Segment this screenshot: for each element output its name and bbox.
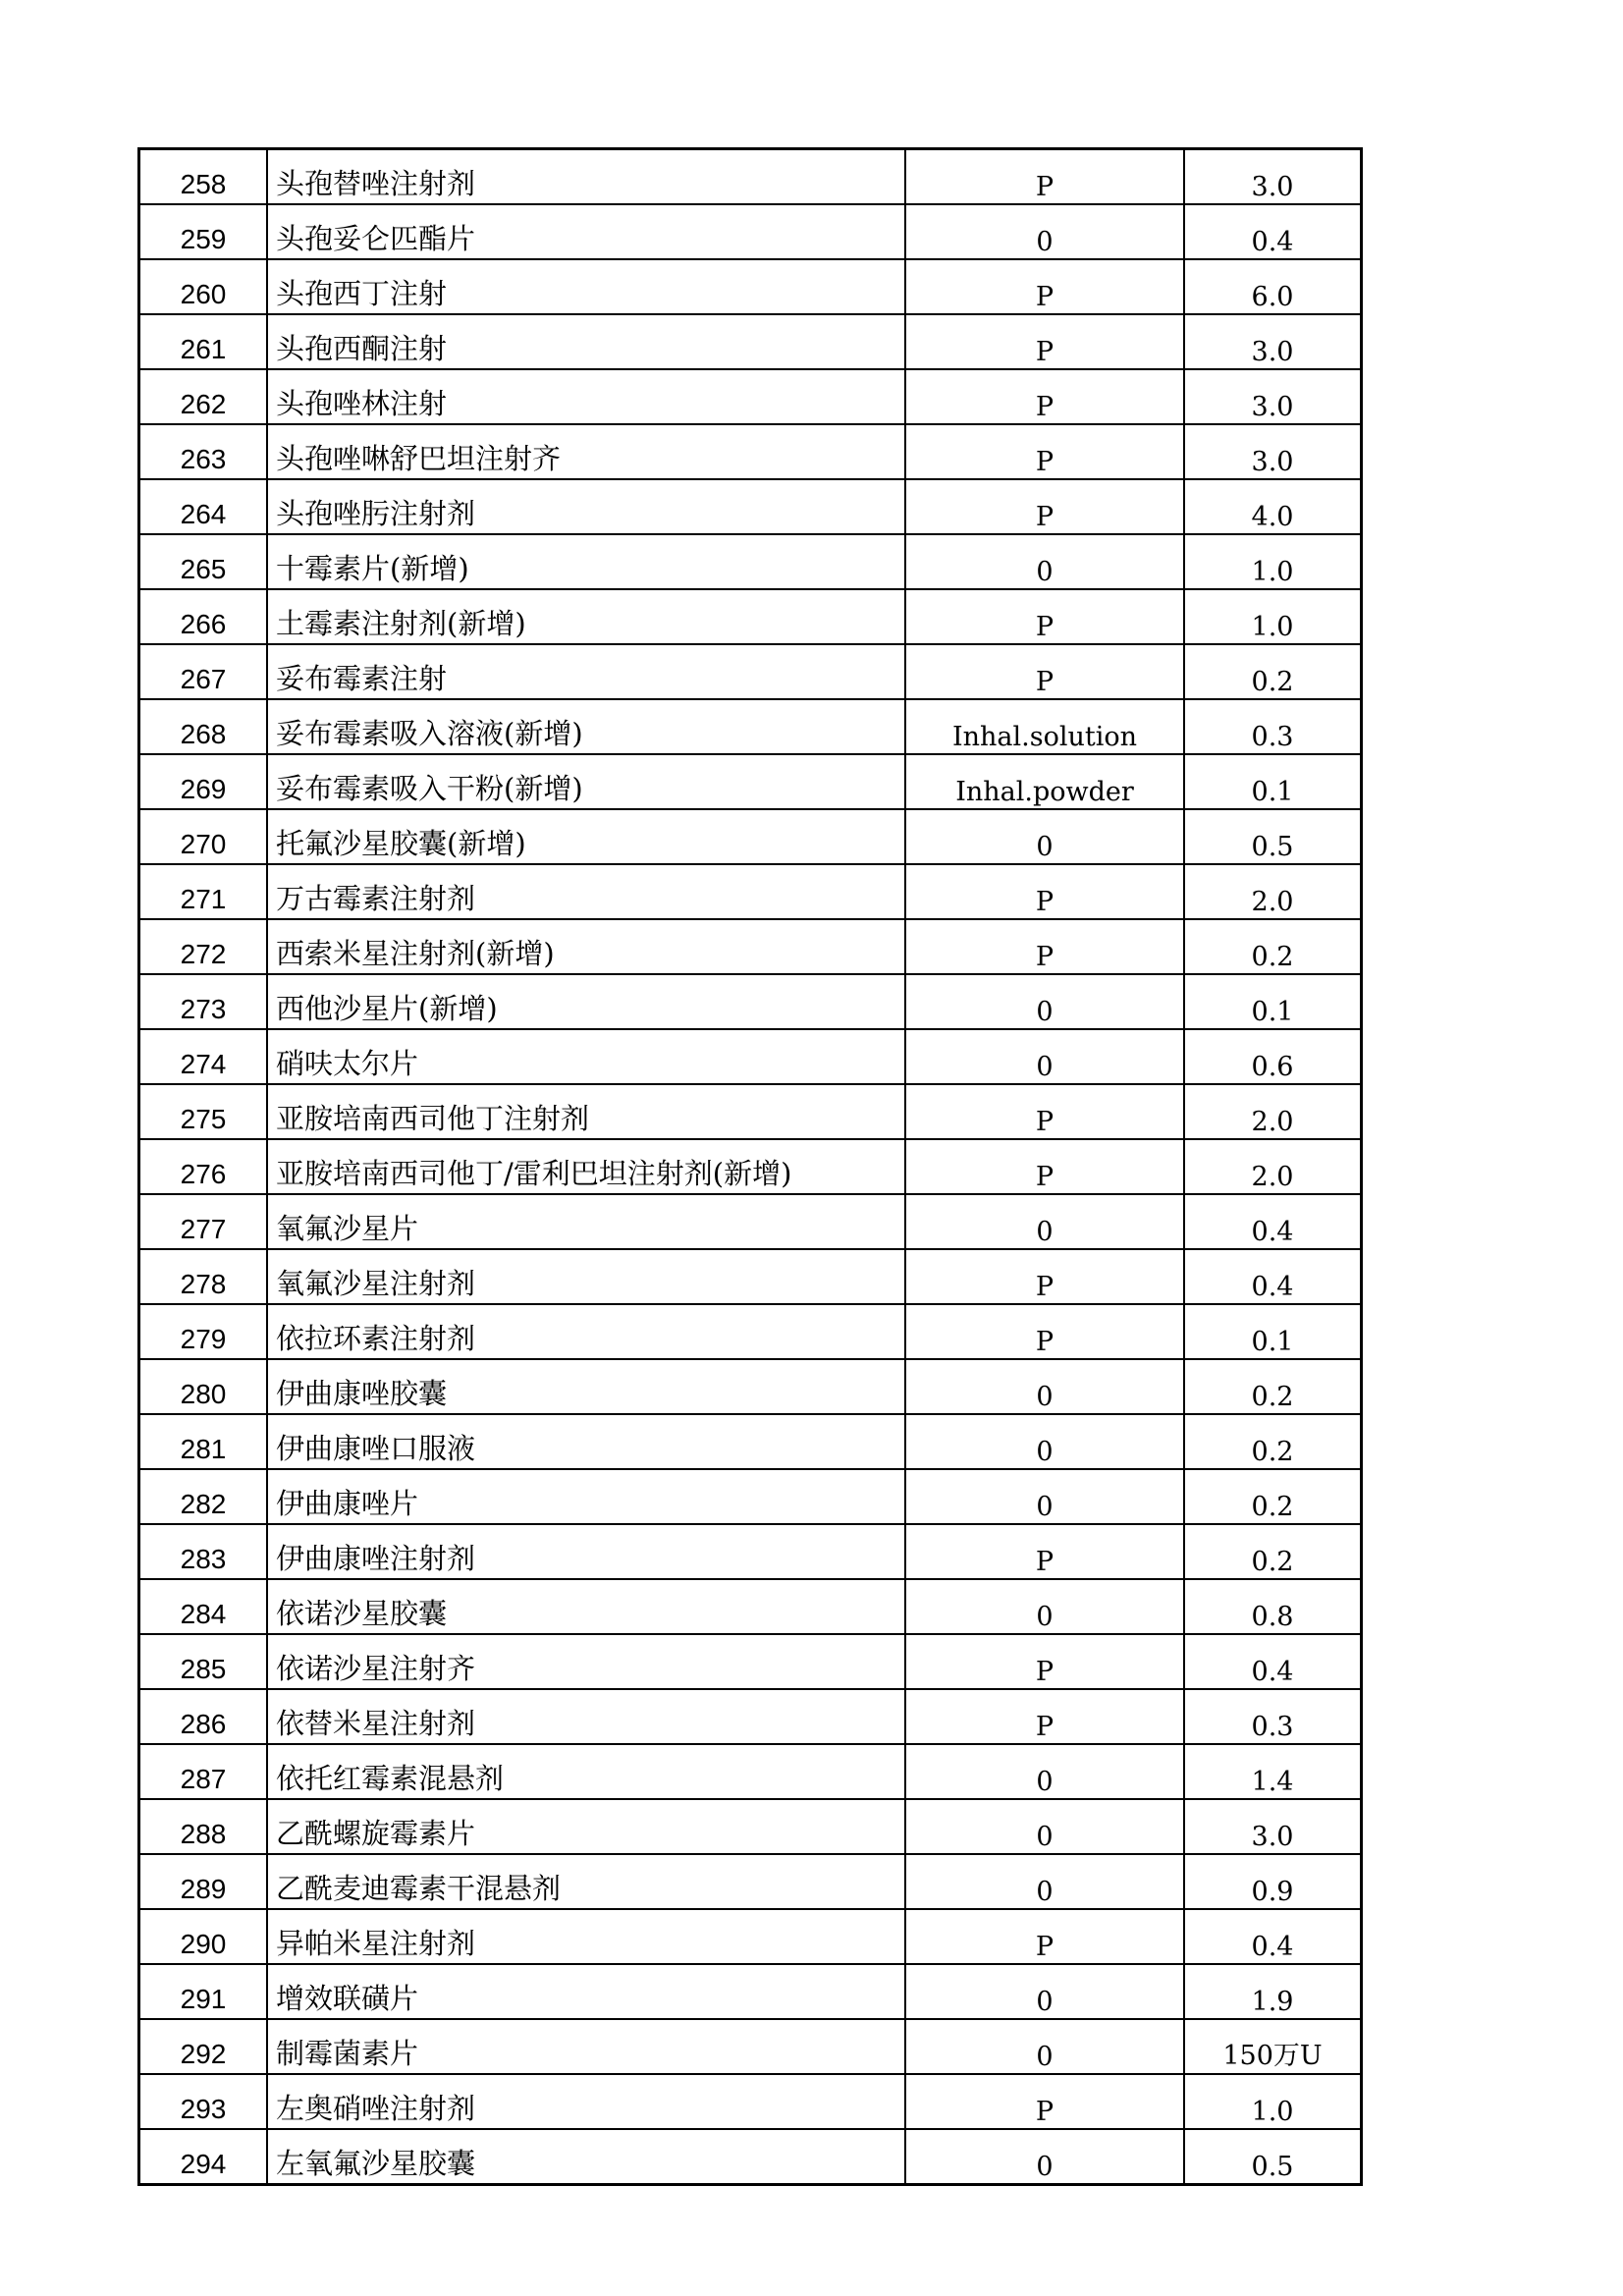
table-row: [139, 2074, 1362, 2129]
ddd-value-cell: 0.5: [1184, 2129, 1362, 2185]
row-number-cell: 260: [139, 259, 268, 314]
table-row: [139, 589, 1362, 644]
drug-name-cell: 亚胺培南西司他丁/雷利巴坦注射剂(新增): [267, 1139, 905, 1194]
route-cell: P: [905, 479, 1184, 534]
row-number-cell: 264: [139, 479, 268, 534]
drug-name-cell: 妥布霉素注射: [267, 644, 905, 699]
ddd-value-cell: 0.2: [1184, 1414, 1362, 1469]
table-row: [139, 149, 1362, 205]
drug-name-cell: 制霉菌素片: [267, 2019, 905, 2074]
drug-name-cell: 伊曲康唑片: [267, 1469, 905, 1524]
table-row: [139, 1854, 1362, 1909]
row-number-cell: 273: [139, 974, 268, 1029]
table-row: [139, 699, 1362, 754]
route-cell: P: [905, 369, 1184, 424]
table-row: [139, 1029, 1362, 1084]
route-cell: P: [905, 1139, 1184, 1194]
row-number-cell: 263: [139, 424, 268, 479]
drug-name-cell: 氧氟沙星注射剂: [267, 1249, 905, 1304]
route-cell: P: [905, 864, 1184, 919]
row-number-cell: 291: [139, 1964, 268, 2019]
route-cell: 0: [905, 1469, 1184, 1524]
row-number-cell: 258: [139, 149, 268, 205]
drug-name-cell: 氧氟沙星片: [267, 1194, 905, 1249]
route-cell: P: [905, 149, 1184, 205]
ddd-value-cell: 2.0: [1184, 1084, 1362, 1139]
ddd-value-cell: 0.1: [1184, 754, 1362, 809]
route-cell: P: [905, 1689, 1184, 1744]
route-cell: P: [905, 644, 1184, 699]
ddd-value-cell: 3.0: [1184, 149, 1362, 205]
drug-name-cell: 妥布霉素吸入干粉(新增): [267, 754, 905, 809]
row-number-cell: 262: [139, 369, 268, 424]
ddd-value-cell: 2.0: [1184, 864, 1362, 919]
route-cell: P: [905, 1249, 1184, 1304]
table-body: [139, 149, 1362, 2185]
route-cell: 0: [905, 204, 1184, 259]
row-number-cell: 278: [139, 1249, 268, 1304]
row-number-cell: 283: [139, 1524, 268, 1579]
ddd-value-cell: 0.2: [1184, 644, 1362, 699]
drug-name-cell: 亚胺培南西司他丁注射剂: [267, 1084, 905, 1139]
row-number-cell: 267: [139, 644, 268, 699]
drug-name-cell: 依诺沙星注射齐: [267, 1634, 905, 1689]
row-number-cell: 272: [139, 919, 268, 974]
row-number-cell: 284: [139, 1579, 268, 1634]
drug-name-cell: 托氟沙星胶囊(新增): [267, 809, 905, 864]
ddd-value-cell: 0.6: [1184, 1029, 1362, 1084]
ddd-value-cell: 2.0: [1184, 1139, 1362, 1194]
route-cell: 0: [905, 2129, 1184, 2185]
table-row: [139, 2019, 1362, 2074]
route-cell: 0: [905, 1799, 1184, 1854]
drug-name-cell: 头孢替唑注射剂: [267, 149, 905, 205]
drug-name-cell: 头孢西酮注射: [267, 314, 905, 369]
route-cell: P: [905, 2074, 1184, 2129]
table-row: [139, 424, 1362, 479]
ddd-value-cell: 0.8: [1184, 1579, 1362, 1634]
table-row: [139, 1744, 1362, 1799]
table-row: [139, 1689, 1362, 1744]
table-row: [139, 644, 1362, 699]
drug-name-cell: 西他沙星片(新增): [267, 974, 905, 1029]
ddd-value-cell: 0.9: [1184, 1854, 1362, 1909]
route-cell: P: [905, 1084, 1184, 1139]
table-row: [139, 1304, 1362, 1359]
route-cell: P: [905, 1524, 1184, 1579]
ddd-value-cell: 0.4: [1184, 1249, 1362, 1304]
ddd-value-cell: 0.3: [1184, 1689, 1362, 1744]
drug-name-cell: 依诺沙星胶囊: [267, 1579, 905, 1634]
route-cell: 0: [905, 1964, 1184, 2019]
table-row: [139, 1249, 1362, 1304]
ddd-value-cell: 1.4: [1184, 1744, 1362, 1799]
ddd-value-cell: 0.4: [1184, 1909, 1362, 1964]
row-number-cell: 274: [139, 1029, 268, 1084]
drug-name-cell: 头孢西丁注射: [267, 259, 905, 314]
table-row: [139, 974, 1362, 1029]
route-cell: 0: [905, 1854, 1184, 1909]
drug-name-cell: 依替米星注射剂: [267, 1689, 905, 1744]
ddd-value-cell: 0.2: [1184, 1359, 1362, 1414]
drug-name-cell: 依托红霉素混悬剂: [267, 1744, 905, 1799]
route-cell: Inhal.solution: [905, 699, 1184, 754]
table-row: [139, 1909, 1362, 1964]
table-row: [139, 1414, 1362, 1469]
table-row: [139, 864, 1362, 919]
ddd-value-cell: 0.2: [1184, 1524, 1362, 1579]
ddd-value-cell: 0.4: [1184, 204, 1362, 259]
row-number-cell: 286: [139, 1689, 268, 1744]
drug-name-cell: 头孢唑林注射: [267, 369, 905, 424]
row-number-cell: 276: [139, 1139, 268, 1194]
ddd-value-cell: 150万U: [1184, 2019, 1362, 2074]
row-number-cell: 285: [139, 1634, 268, 1689]
drug-name-cell: 伊曲康唑口服液: [267, 1414, 905, 1469]
drug-name-cell: 乙酰螺旋霉素片: [267, 1799, 905, 1854]
route-cell: P: [905, 1304, 1184, 1359]
row-number-cell: 270: [139, 809, 268, 864]
row-number-cell: 294: [139, 2129, 268, 2185]
table-row: [139, 1084, 1362, 1139]
table-row: [139, 369, 1362, 424]
drug-name-cell: 硝呋太尔片: [267, 1029, 905, 1084]
table-row: [139, 1524, 1362, 1579]
ddd-value-cell: 0.1: [1184, 1304, 1362, 1359]
row-number-cell: 282: [139, 1469, 268, 1524]
row-number-cell: 266: [139, 589, 268, 644]
row-number-cell: 261: [139, 314, 268, 369]
row-number-cell: 293: [139, 2074, 268, 2129]
table-row: [139, 1799, 1362, 1854]
ddd-value-cell: 4.0: [1184, 479, 1362, 534]
table-row: [139, 314, 1362, 369]
ddd-value-cell: 0.2: [1184, 1469, 1362, 1524]
ddd-value-cell: 6.0: [1184, 259, 1362, 314]
ddd-value-cell: 0.4: [1184, 1194, 1362, 1249]
drug-name-cell: 增效联磺片: [267, 1964, 905, 2019]
drug-name-cell: 十霉素片(新增): [267, 534, 905, 589]
route-cell: P: [905, 424, 1184, 479]
row-number-cell: 288: [139, 1799, 268, 1854]
table-row: [139, 1194, 1362, 1249]
route-cell: 0: [905, 1579, 1184, 1634]
row-number-cell: 292: [139, 2019, 268, 2074]
row-number-cell: 289: [139, 1854, 268, 1909]
drug-name-cell: 土霉素注射剂(新增): [267, 589, 905, 644]
drug-name-cell: 头孢唑啉舒巴坦注射齐: [267, 424, 905, 479]
drug-name-cell: 左氧氟沙星胶囊: [267, 2129, 905, 2185]
drug-name-cell: 左奥硝唑注射剂: [267, 2074, 905, 2129]
table-row: [139, 1964, 1362, 2019]
route-cell: P: [905, 314, 1184, 369]
row-number-cell: 280: [139, 1359, 268, 1414]
ddd-value-cell: 3.0: [1184, 424, 1362, 479]
drug-name-cell: 妥布霉素吸入溶液(新增): [267, 699, 905, 754]
ddd-value-cell: 0.2: [1184, 919, 1362, 974]
route-cell: P: [905, 259, 1184, 314]
table-row: [139, 1359, 1362, 1414]
row-number-cell: 290: [139, 1909, 268, 1964]
drug-name-cell: 依拉环素注射剂: [267, 1304, 905, 1359]
drug-ddd-table: [137, 147, 1363, 2186]
row-number-cell: 269: [139, 754, 268, 809]
route-cell: P: [905, 589, 1184, 644]
table-row: [139, 2129, 1362, 2185]
route-cell: P: [905, 1909, 1184, 1964]
table-row: [139, 809, 1362, 864]
table-row: [139, 204, 1362, 259]
drug-name-cell: 伊曲康唑胶囊: [267, 1359, 905, 1414]
table-row: [139, 754, 1362, 809]
table-row: [139, 1634, 1362, 1689]
ddd-value-cell: 1.9: [1184, 1964, 1362, 2019]
ddd-value-cell: 0.5: [1184, 809, 1362, 864]
ddd-value-cell: 1.0: [1184, 534, 1362, 589]
row-number-cell: 265: [139, 534, 268, 589]
table-row: [139, 534, 1362, 589]
route-cell: 0: [905, 1744, 1184, 1799]
table-row: [139, 919, 1362, 974]
route-cell: 0: [905, 1414, 1184, 1469]
ddd-value-cell: 1.0: [1184, 2074, 1362, 2129]
drug-name-cell: 万古霉素注射剂: [267, 864, 905, 919]
ddd-value-cell: 3.0: [1184, 1799, 1362, 1854]
ddd-value-cell: 0.4: [1184, 1634, 1362, 1689]
ddd-value-cell: 0.1: [1184, 974, 1362, 1029]
route-cell: 0: [905, 2019, 1184, 2074]
route-cell: 0: [905, 974, 1184, 1029]
table-row: [139, 1469, 1362, 1524]
row-number-cell: 259: [139, 204, 268, 259]
drug-name-cell: 乙酰麦迪霉素干混悬剂: [267, 1854, 905, 1909]
route-cell: 0: [905, 1194, 1184, 1249]
row-number-cell: 281: [139, 1414, 268, 1469]
row-number-cell: 268: [139, 699, 268, 754]
drug-name-cell: 异帕米星注射剂: [267, 1909, 905, 1964]
ddd-value-cell: 1.0: [1184, 589, 1362, 644]
row-number-cell: 287: [139, 1744, 268, 1799]
row-number-cell: 271: [139, 864, 268, 919]
route-cell: 0: [905, 1359, 1184, 1414]
ddd-value-cell: 0.3: [1184, 699, 1362, 754]
drug-name-cell: 西索米星注射剂(新增): [267, 919, 905, 974]
route-cell: 0: [905, 809, 1184, 864]
row-number-cell: 277: [139, 1194, 268, 1249]
drug-name-cell: 头孢唑肟注射剂: [267, 479, 905, 534]
route-cell: 0: [905, 1029, 1184, 1084]
table-row: [139, 1139, 1362, 1194]
row-number-cell: 279: [139, 1304, 268, 1359]
route-cell: 0: [905, 534, 1184, 589]
row-number-cell: 275: [139, 1084, 268, 1139]
ddd-value-cell: 3.0: [1184, 314, 1362, 369]
ddd-value-cell: 3.0: [1184, 369, 1362, 424]
drug-name-cell: 头孢妥仑匹酯片: [267, 204, 905, 259]
table-row: [139, 479, 1362, 534]
drug-name-cell: 伊曲康唑注射剂: [267, 1524, 905, 1579]
route-cell: P: [905, 1634, 1184, 1689]
table-row: [139, 1579, 1362, 1634]
route-cell: Inhal.powder: [905, 754, 1184, 809]
route-cell: P: [905, 919, 1184, 974]
table-row: [139, 259, 1362, 314]
